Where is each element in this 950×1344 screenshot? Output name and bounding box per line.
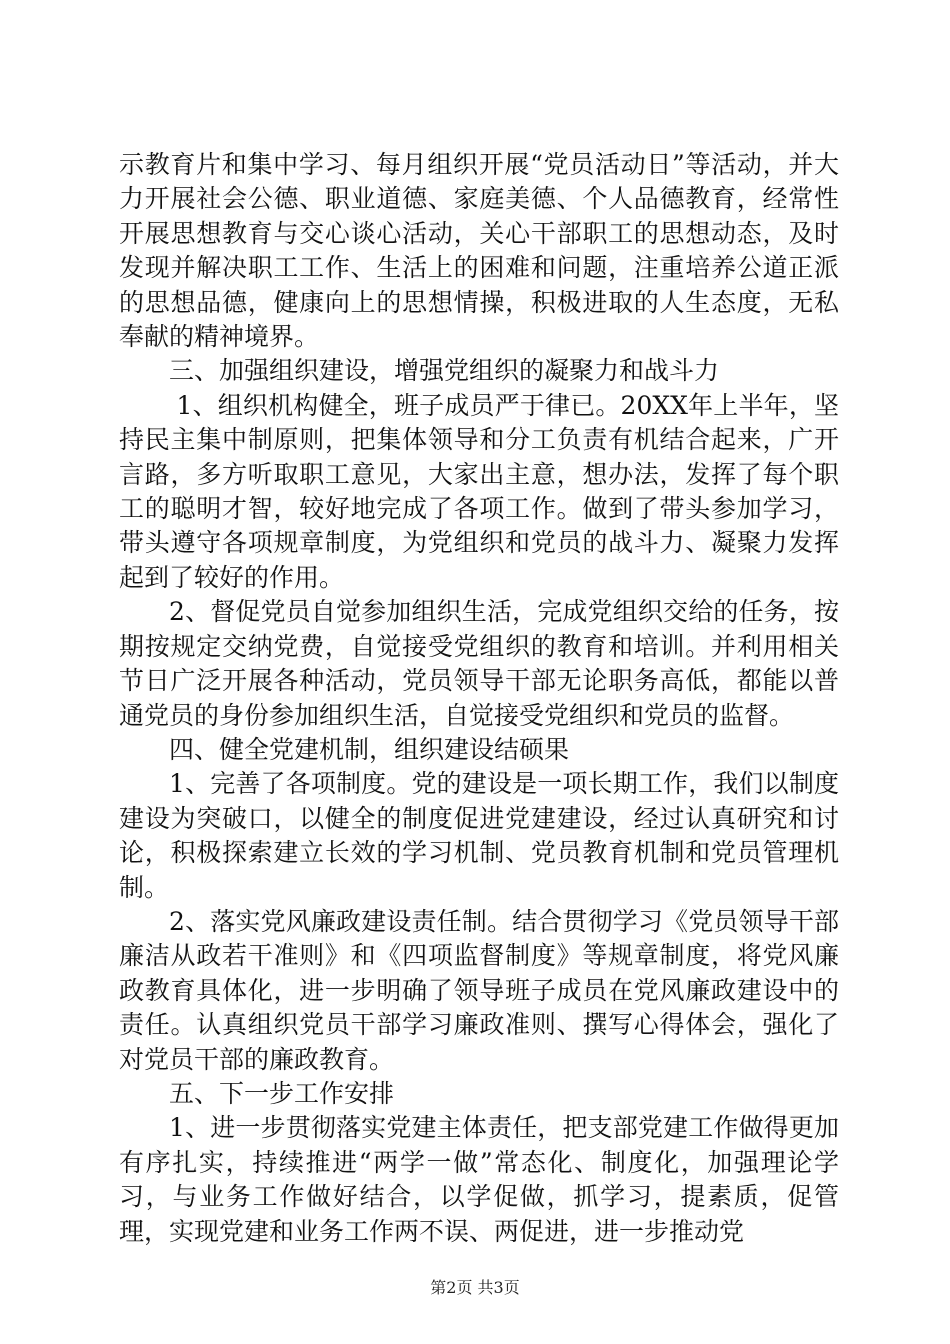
- page-indicator: 第2页 共3页: [430, 1278, 520, 1297]
- page-footer: [0, 1275, 950, 1298]
- paragraph-3-1: 1、组织机构健全，班子成员严于律已。20XX年上半年，坚持民主集中制原则，把集体领导和分工负责有机结合起来，广开言路，多方听取职工意见，大家出主意，想办法，发挥了每个职工的聪明才智，较好地完成了各项工作。做到了带头参加学习，带头遵守各项规章制度，为党组织和党员的战斗力、凝聚力发挥起到了较好的作用。: [119, 390, 839, 592]
- paragraph-4-2: 2、落实党风廉政建设责任制。结合贯彻学习《党员领导干部廉洁从政若干准则》和《四项监督制度》等规章制度，将党风廉政教育具体化，进一步明确了领导班子成员在党风廉政建设中的责任。认真组织党员干部学习廉政准则、撰写心得体会，强化了对党员干部的廉政教育。: [119, 906, 839, 1074]
- paragraph-5-1: 1、进一步贯彻落实党建主体责任，把支部党建工作做得更加有序扎实，持续推进“两学一做”常态化、制度化，加强理论学习，与业务工作做好结合，以学促做，抓学习，提素质，促管理，实现党建和业务工作两不误、两促进，进一步推动党: [119, 1113, 839, 1246]
- section-heading-4: 四、健全党建机制，组织建设结硕果: [169, 734, 570, 764]
- paragraph-3-2: 2、督促党员自觉参加组织生活，完成党组织交给的任务，按期按规定交纳党费，自觉接受党组织的教育和培训。并利用相关节日广泛开展各种活动，党员领导干部无论职务高低，都能以普通党员的身份参加组织生活，自觉接受党组织和党员的监督。: [119, 597, 839, 730]
- paragraph-4-1: 1、完善了各项制度。党的建设是一项长期工作，我们以制度建设为突破口，以健全的制度促进党建建设，经过认真研究和讨论，积极探索建立长效的学习机制、党员教育机制和党员管理机制。: [119, 769, 839, 902]
- section-heading-5: 五、下一步工作安排: [169, 1078, 395, 1108]
- section-heading-3: 三、加强组织建设，增强党组织的凝聚力和战斗力: [169, 356, 720, 386]
- document-body: [119, 148, 839, 1249]
- paragraph-continuation: 示教育片和集中学习、每月组织开展“党员活动日”等活动，并大力开展社会公德、职业道德、家庭美德、个人品德教育，经常性开展思想教育与交心谈心活动，关心干部职工的思想动态，及时发现并解决职工工作、生活上的困难和问题，注重培养公道正派的思想品德，健康向上的思想情操，积极进取的人生态度，无私奉献的精神境界。: [119, 150, 839, 352]
